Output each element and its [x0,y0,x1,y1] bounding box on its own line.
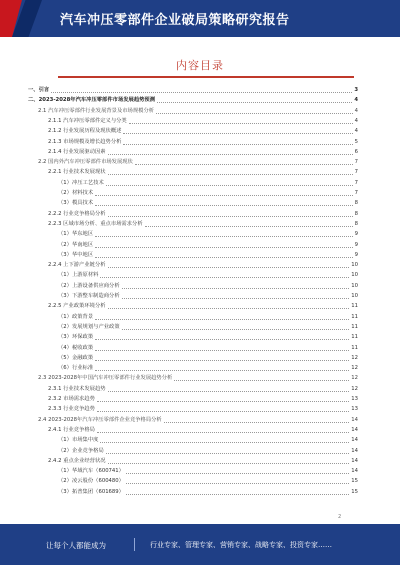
toc-entry-title: 一、引言 [28,87,50,93]
toc-entry[interactable] [58,230,358,239]
toc-entry-title: 2.3.1 行业技术发展趋势 [48,385,106,392]
toc-entry-page: 11 [351,313,358,320]
toc-entry[interactable] [58,271,358,280]
toc-entry[interactable] [58,354,358,363]
toc-leader-dots [95,369,349,371]
toc-entry[interactable] [58,333,358,342]
toc-entry-page: 6 [354,148,358,155]
toc-entry-page: 7 [354,179,358,186]
toc-entry[interactable] [48,426,358,435]
toc-leader-dots [164,421,350,423]
toc-entry-title: 2.2.4 上下游产业链分析 [48,262,106,269]
toc-entry-page: 13 [351,396,358,402]
toc-entry-title: 2.4.2 重点企业经营状况 [48,457,106,464]
toc-leader-dots [123,132,352,134]
toc-entry[interactable] [38,416,358,425]
toc-entry-title: （1）冲压工艺技术 [58,179,104,186]
toc-leader-dots [122,328,350,330]
toc-entry-page: 4 [354,97,358,104]
toc-leader-dots [174,379,349,381]
toc-entry[interactable] [58,313,358,322]
toc-entry-title: （1）上游原材料 [58,272,99,279]
toc-entry-page: 12 [351,365,358,372]
toc-entry[interactable] [48,168,358,177]
toc-leader-dots [156,112,353,114]
toc-entry-page: 4 [354,128,358,135]
toc-entry[interactable] [48,117,358,126]
toc-entry[interactable] [38,374,358,383]
toc-entry-page: 10 [351,293,358,299]
toc-entry[interactable] [58,488,358,497]
toc-entry[interactable] [48,148,358,157]
toc-entry[interactable] [48,127,358,136]
toc-leader-dots [123,143,352,145]
toc-entry-title: 2.4.1 行业竞争格局 [48,426,95,433]
toc-leader-dots [95,359,349,361]
toc-entry-title: 2.4 2023-2028年汽车冲压零部件企业竞争格局分析 [38,416,162,423]
toc-entry-title: （1）华域汽车（600741） [58,468,124,475]
page-footer [0,524,400,565]
toc-entry-page: 9 [354,241,358,248]
toc-entry-page: 14 [351,416,358,423]
toc-entry-title: （3）环保政策 [58,334,94,341]
toc-entry[interactable] [58,179,358,188]
toc-leader-dots [126,493,349,495]
toc-leader-dots [100,441,349,443]
toc-entry-title: （2）凌云股份（600480） [58,478,124,485]
toc-entry-title: （2）发展规划与产业政策 [58,323,120,330]
toc-entry[interactable] [58,447,358,456]
toc-entry-title: 2.2.5 产业政策环境分析 [48,303,106,310]
toc-entry-page: 9 [354,251,358,258]
toc-entry[interactable] [58,323,358,332]
toc-leader-dots [108,173,353,175]
toc-entry-title: （3）拓普集团（601689） [58,488,124,495]
footer-tagline: 行业专家、管理专家、营销专家、战略专家、投资专家…… [150,541,332,549]
toc-entry-title: （4）税收政策 [58,344,94,351]
toc-entry[interactable] [58,199,358,208]
toc-entry-title: （6）行业标准 [58,365,94,372]
toc-entry-title: 2.1 汽车冲压零部件行业发展背景及市场规模分析 [38,107,155,114]
toc-entry-title: （2）材料技术 [58,190,94,196]
toc-entry-page: 14 [351,447,358,454]
report-title: 汽车冲压零部件企业破局策略研究报告 [60,13,290,28]
toc-entry-page: 11 [351,334,358,341]
page-header [0,0,400,37]
toc-leader-dots [126,472,349,474]
toc-leader-dots [95,235,352,237]
toc-entry-page: 7 [354,190,358,196]
toc-entry-title: 2.1.2 行业发展历程及现状概述 [48,128,122,135]
toc-leader-dots [122,297,350,299]
toc-entry[interactable] [58,189,358,198]
toc-leader-dots [97,431,349,433]
toc-entry-title: 2.2 国内外汽车冲压零部件市场发展现状 [38,159,133,166]
toc-entry-page: 4 [354,107,358,114]
toc-entry-title: （2）华南地区 [58,241,94,248]
toc-entry-page: 8 [354,200,358,207]
toc-entry-page: 5 [354,138,358,145]
toc-leader-dots [129,122,353,124]
toc-entry-title: （3）模具技术 [58,200,94,207]
toc-entry-page: 11 [351,323,358,330]
toc-leader-dots [145,225,353,227]
toc-entry[interactable] [58,364,358,373]
toc-entry-page: 14 [351,468,358,475]
toc-entry-page: 11 [351,303,358,310]
toc-leader-dots [108,153,353,155]
toc-entry-page: 3 [354,87,358,93]
toc-leader-dots [95,349,349,351]
toc-leader-dots [122,287,350,289]
toc-entry-page: 12 [351,385,358,392]
toc-entry-page: 8 [354,220,358,227]
toc-entry-page: 14 [351,437,358,444]
toc-entry[interactable] [58,282,358,291]
toc-entry[interactable] [48,405,358,414]
toc-entry-page: 7 [354,159,358,166]
toc-entry-title: （2）上游设备供应商分析 [58,282,120,289]
toc-entry[interactable] [48,261,358,270]
toc-leader-dots [95,256,352,258]
toc-leader-dots [108,307,350,309]
toc-entry-page: 7 [354,169,358,176]
toc-entry[interactable] [58,436,358,445]
toc-entry[interactable] [58,292,358,301]
toc-entry-title: 2.2.1 行业技术发展现状 [48,169,106,176]
toc-entry-page: 10 [351,272,358,279]
toc-entry-title: 2.3.3 行业竞争趋势 [48,406,95,413]
toc-entry-title: （3）华中地区 [58,251,94,258]
toc-leader-dots [95,246,352,248]
toc-entry[interactable] [48,385,358,394]
toc-entry[interactable] [48,457,358,466]
toc-leader-dots [106,452,350,454]
toc-leader-dots [95,318,349,320]
toc-entry-title: （3）下游整车制造商分析 [58,293,120,299]
toc-entry-page: 4 [354,117,358,124]
toc-entry-page: 10 [351,262,358,269]
toc-entry-page: 12 [351,354,358,361]
toc-entry-page: 12 [351,375,358,382]
toc-heading: 内容目录 [176,59,224,72]
toc-leader-dots [108,266,350,268]
toc-entry-title: （1）市场集中度 [58,437,99,444]
toc-leader-dots [108,462,350,464]
toc-entry-page: 11 [351,344,358,351]
toc-entry[interactable] [58,477,358,486]
toc-entry[interactable] [28,96,358,105]
toc-leader-dots [97,400,349,402]
toc-entry-page: 13 [351,406,358,413]
toc-leader-dots [97,410,349,412]
toc-entry-title: 2.1.4 行业发展驱动因素 [48,148,106,155]
toc-entry[interactable] [48,302,358,311]
toc-entry[interactable] [38,158,358,167]
toc-leader-dots [95,194,352,196]
toc-entry[interactable] [48,210,358,219]
toc-entry-title: （2）企业竞争格局 [58,447,104,454]
toc-entry-page: 14 [351,457,358,464]
toc-entry-title: 2.3.2 市场需求趋势 [48,396,95,402]
toc-leader-dots [157,101,352,103]
toc-leader-dots [51,91,352,93]
toc-entry[interactable] [38,107,358,116]
toc-entry-title: （5）金融政策 [58,354,94,361]
toc-heading-rule [58,76,354,78]
toc-leader-dots [100,276,349,278]
toc-entry-page: 10 [351,282,358,289]
footer-slogan: 让每个人都能成为 [46,541,106,550]
toc-entry[interactable] [58,251,358,260]
toc-entry-title: （1）政策背景 [58,313,94,320]
toc-leader-dots [95,204,352,206]
toc-entry[interactable] [48,220,358,229]
toc-entry-title: 2.2.3 区域市场分析、重点市场需求分析 [48,220,143,227]
toc-entry-title: 2.2.2 行业竞争格局分析 [48,210,106,217]
toc-leader-dots [106,184,353,186]
toc-entry-page: 15 [351,488,358,495]
toc-entry[interactable] [58,344,358,353]
toc-leader-dots [126,482,349,484]
toc-entry-page: 15 [351,478,358,485]
toc-entry-title: 2.3 2023-2028年中国汽车冲压零部件行业发展趋势分析 [38,375,173,382]
toc-entry[interactable] [48,395,358,404]
toc-entry-title: 二、2023-2028年汽车冲压零部件市场发展趋势预测 [28,97,156,104]
toc-entry-title: 2.1.1 汽车冲压零部件定义与分类 [48,117,127,124]
toc-entry-title: （1）华东地区 [58,231,94,238]
toc-leader-dots [108,215,353,217]
toc-entry-page: 8 [354,210,358,217]
toc-entry-page: 9 [354,231,358,238]
toc-entry[interactable] [48,138,358,147]
toc-leader-dots [135,163,353,165]
toc-entry[interactable] [28,86,358,95]
footer-divider [134,538,135,551]
toc-leader-dots [108,390,350,392]
page-number: 2 [338,514,342,520]
toc-entry[interactable] [58,241,358,250]
toc-entry-page: 14 [351,426,358,433]
toc-entry[interactable] [58,467,358,476]
toc-entry-title: 2.1.3 市场规模及增长趋势分析 [48,138,122,145]
toc-leader-dots [95,338,349,340]
